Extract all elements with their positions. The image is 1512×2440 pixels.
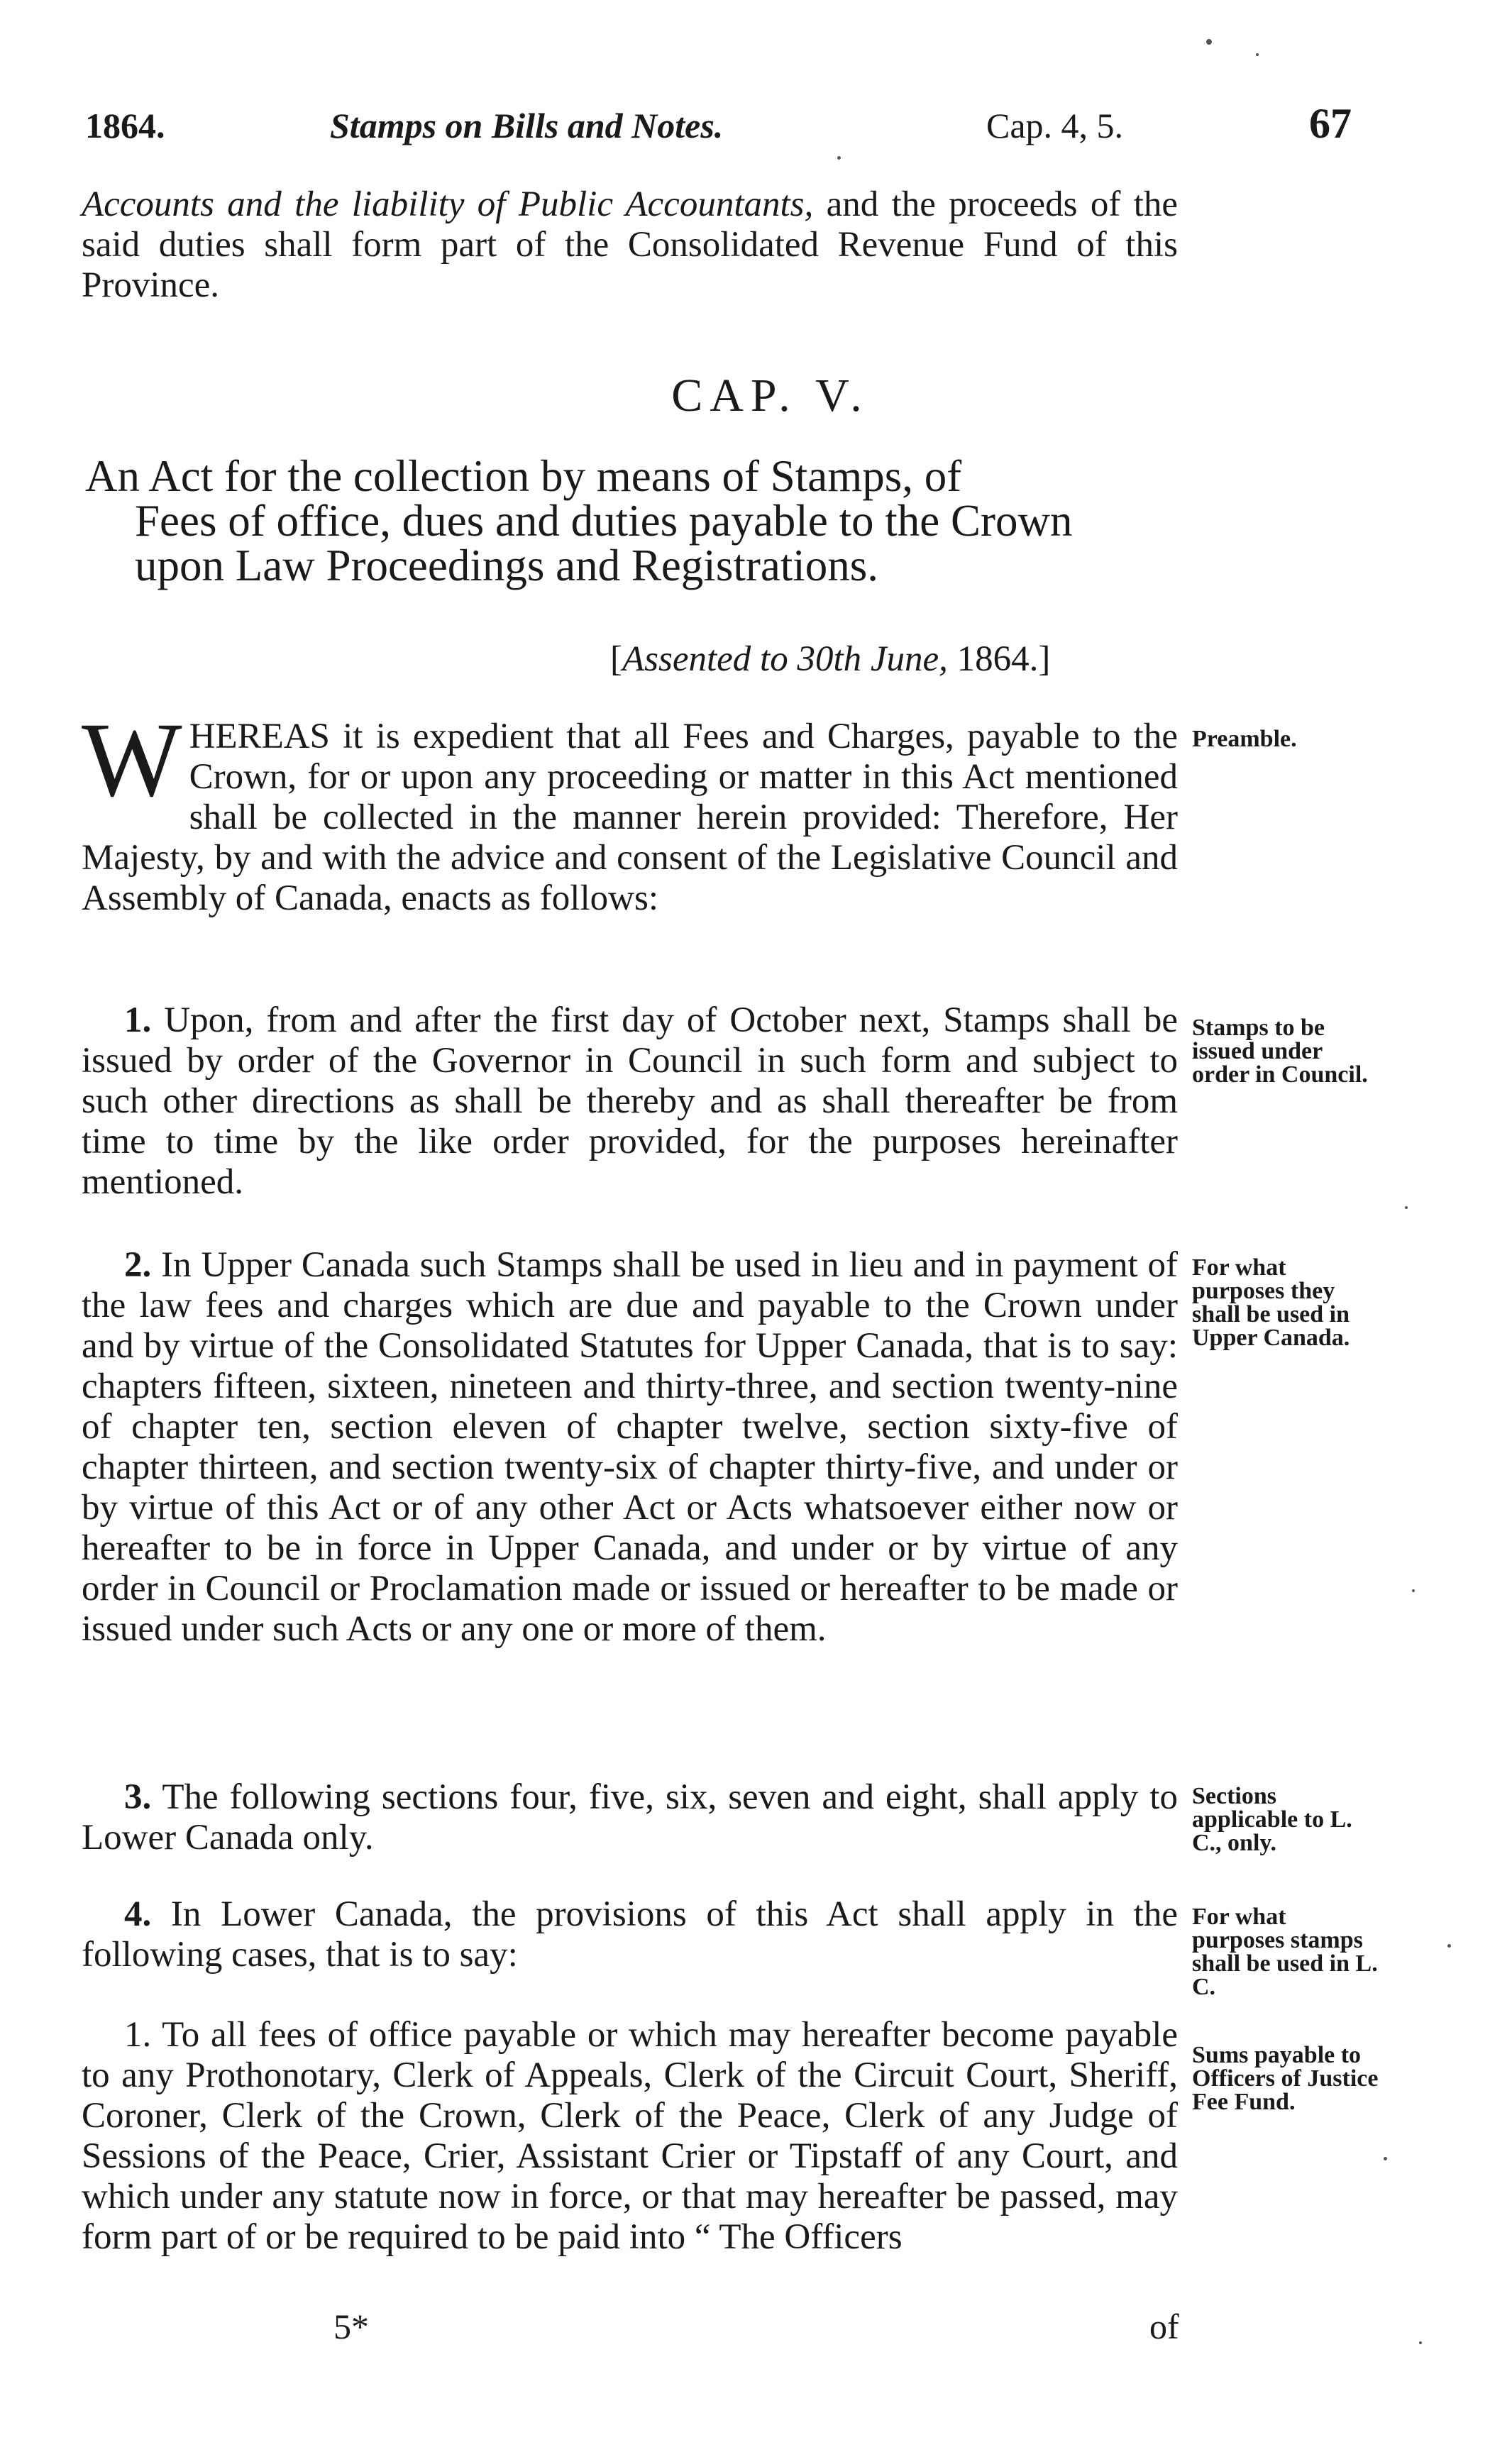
act-title	[85, 451, 1178, 590]
assent-bracket: [	[610, 639, 622, 679]
section-number: 1.	[124, 1000, 152, 1040]
assent-date: 1864.]	[956, 639, 1051, 679]
scan-speck	[837, 156, 841, 160]
scan-speck	[1447, 1944, 1451, 1948]
scan-speck	[1206, 39, 1212, 45]
subsection-number: 1.	[124, 2015, 152, 2055]
assent-italic: Assented to 30th June,	[622, 639, 948, 679]
header-chapter: Cap. 4, 5.	[986, 106, 1124, 145]
section-3	[82, 1777, 1178, 1858]
scan-speck	[1412, 1589, 1415, 1592]
intro-italic: Accounts and the liability of Public Accountants,	[82, 184, 814, 224]
preamble-text: HEREAS it is expedient that all Fees and Charges, payable to the Crown, for or upon any proceeding or matter in this Act mentioned shall be collected in the manner herein provided: Therefore, Her Majesty, by and with the advice and consent of the Legislative Council and Assembly of Canada, enacts as follows:	[82, 717, 1178, 918]
act-title-line: Fees of office, dues and duties payable to the Crown	[135, 496, 1073, 546]
catchword: of	[1149, 2307, 1179, 2346]
act-title-line: upon Law Proceedings and Registrations.	[135, 541, 879, 590]
page-number: 67	[1309, 100, 1352, 147]
scan-speck	[1405, 1206, 1408, 1209]
header-year: 1864.	[85, 106, 165, 145]
intro-text: and the proceeds of the said duties shall form part of the Consolidated Revenue Fund of this Province.	[82, 184, 1179, 305]
section-text: In Lower Canada, the provisions of this Act shall apply in the following cases, that is to say:	[82, 1894, 1178, 1975]
running-title: Stamps on Bills and Notes.	[330, 106, 724, 145]
subsection-text: To all fees of office payable or which may hereafter become payable to any Prothonotary, Clerk of Appeals, Clerk of the Circuit Court, Sheriff, Coroner, Clerk of the Crown, Clerk of the Peace, Clerk of any Judge of Sessions of the Peace, Crier, Assistant Crier or Tipstaff of any Court, and which under any statute now in force, or that may hereafter be passed, may form part of or be required to be paid into “ The Officers	[82, 2015, 1178, 2257]
section-text: In Upper Canada such Stamps shall be used in lieu and in payment of the law fees and charges which are due and payable to the Crown under and by virtue of the Consolidated Statutes for Upper Canada, that is to say: chapters fifteen, sixteen, nineteen and thirty-three, and section twenty-nine of chapter ten, section eleven of chapter twelve, section sixty-five of chapter thirteen, and section twenty-six of chapter thirty-five, and under or by virtue of this Act or of any other Act or Acts whatsoever either now or hereafter to be in force in Upper Canada, and under or by virtue of any order in Council or Proclamation made or issued or hereafter to be made or issued under such Acts or any one or more of them.	[82, 1245, 1179, 1649]
act-title-line: An Act for the collection by means of Stamps, of	[85, 451, 962, 501]
chapter-heading: CAP. V.	[671, 370, 869, 421]
section-number: 3.	[124, 1777, 152, 1817]
margin-note-section-3: Sections applicable to L. C., only.	[1192, 1783, 1352, 1856]
section-4	[82, 1894, 1178, 1975]
margin-note-subsection-1: Sums payable to Officers of Justice Fee Fund.	[1192, 2042, 1379, 2115]
subsection-1	[82, 2015, 1178, 2258]
margin-note-section-2: For what purposes they shall be used in Upper Canada.	[1192, 1254, 1350, 1351]
scan-speck	[1256, 53, 1259, 56]
preamble-paragraph	[82, 701, 1178, 919]
signature-mark: 5*	[333, 2307, 369, 2346]
section-number: 2.	[124, 1245, 152, 1285]
scan-speck	[1384, 2157, 1387, 2160]
intro-paragraph	[82, 184, 1178, 306]
margin-note-preamble: Preamble.	[1192, 726, 1297, 752]
scan-speck	[1419, 2341, 1422, 2344]
drop-cap: W	[82, 701, 182, 819]
section-text: The following sections four, five, six, seven and eight, shall apply to Lower Canada only.	[82, 1777, 1178, 1857]
section-1	[82, 1000, 1178, 1203]
section-number: 4.	[124, 1894, 152, 1934]
section-text: Upon, from and after the first day of October next, Stamps shall be issued by order of the Governor in Council in such form and subject to such other directions as shall be thereby and as shall thereafter be from time to time by the like order provided, for the purposes hereinafter mentioned.	[82, 1000, 1179, 1202]
margin-note-section-1: Stamps to be issued under order in Council.	[1192, 1015, 1368, 1088]
margin-note-section-4: For what purposes stamps shall be used in L. C.	[1192, 1904, 1378, 2000]
section-2	[82, 1245, 1178, 1650]
assent-line	[610, 639, 1050, 680]
